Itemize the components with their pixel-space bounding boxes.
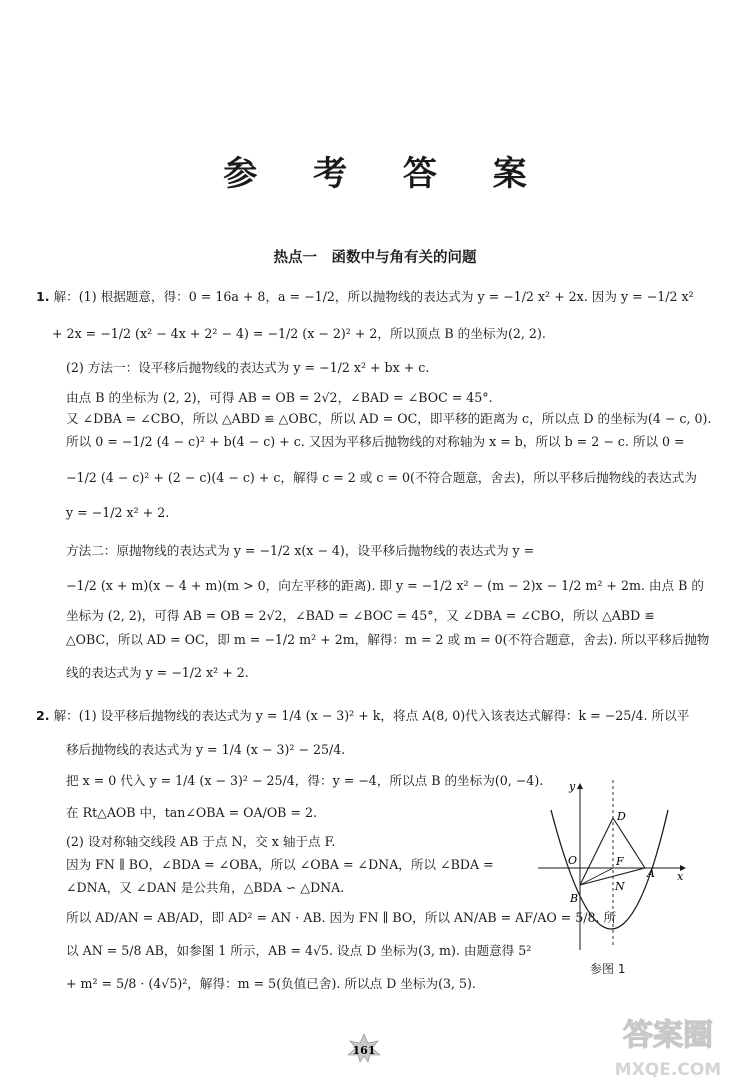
label-x: x	[677, 870, 684, 883]
problem-1-line-2: + 2x = −1/2 (x² − 4x + 2² − 4) = −1/2 (x − 2)² + 2，所以顶点 B 的坐标为(2, 2).	[52, 326, 546, 341]
problem-1-line-8: y = −1/2 x² + 2.	[66, 505, 170, 520]
problem-1-line-5: 又 ∠DBA = ∠CBO，所以 △ABD ≌ △OBC，所以 AD = OC，即平移的距离为 c，所以点 D 的坐标为(4 − c, 0).	[66, 411, 712, 426]
problem-2-text-1: 解：(1) 设平移后抛物线的表达式为 y = 1/4 (x − 3)² + k，将点 A(8, 0)代入该表达式解得：k = −25/4. 所以平	[53, 708, 690, 723]
figure-caption: 参图 1	[590, 962, 626, 976]
problem-2-line-5: (2) 设对称轴交线段 AB 于点 N，交 x 轴于点 F.	[66, 834, 336, 849]
label-f: F	[616, 855, 624, 868]
label-a: A	[647, 867, 655, 880]
problem-1-line-3: (2) 方法一：设平移后抛物线的表达式为 y = −1/2 x² + bx + c.	[66, 360, 430, 375]
problem-2-line-10: + m² = 5/8 · (4√5)²，解得：m = 5(负值已舍). 所以点 D 坐标为(3, 5).	[66, 976, 476, 991]
problem-1-line-12: △OBC，所以 AD = OC，即 m = −1/2 m² + 2m，解得：m = 2 或 m = 0(不符合题意，舍去). 所以平移后抛物	[66, 632, 710, 647]
problem-2-line-4: 在 Rt△AOB 中，tan∠OBA = OA/OB = 2.	[66, 805, 317, 820]
watermark-logo	[590, 1005, 745, 1083]
problem-2-line-9: 以 AN = 5/8 AB，如参图 1 所示，AB = 4√5. 设点 D 坐标为(3, m). 由题意得 5²	[66, 943, 532, 958]
problem-1-line-4: 由点 B 的坐标为 (2, 2)，可得 AB = OB = 2√2，∠BAD = ∠BOC = 45°.	[66, 390, 493, 405]
problem-1-line-9: 方法二：原抛物线的表达式为 y = −1/2 x(x − 4)，设平移后抛物线的表达式为 y =	[66, 543, 535, 558]
problem-2-line-7: ∠DNA，又 ∠DAN 是公共角，△BDA ∽ △DNA.	[66, 880, 345, 895]
page-number-star	[340, 1033, 388, 1063]
problem-2-line-1	[36, 708, 689, 724]
figure-parabola-diagram	[533, 778, 693, 953]
problem-1-line-13: 线的表达式为 y = −1/2 x² + 2.	[66, 665, 249, 680]
segment-bf	[580, 868, 613, 885]
problem-2-line-2: 移后抛物线的表达式为 y = 1/4 (x − 3)² − 25/4.	[66, 742, 346, 757]
problem-1-line-6: 所以 0 = −1/2 (4 − c)² + b(4 − c) + c. 又因为平移后抛物线的对称轴为 x = b，所以 b = 2 − c. 所以 0 =	[66, 434, 685, 449]
problem-2-line-6: 因为 FN ∥ BO，∠BDA = ∠OBA，所以 ∠OBA = ∠DNA，所以 ∠BDA =	[66, 857, 494, 872]
segment-ba	[580, 868, 645, 885]
problem-1-text-1: 解：(1) 根据题意，得：0 = 16a + 8，a = −1/2，所以抛物线的表达式为 y = −1/2 x² + 2x. 因为 y = −1/2 x²	[53, 289, 694, 304]
problem-1-line-11: 坐标为 (2, 2)，可得 AB = OB = 2√2，∠BAD = ∠BOC = 45°，又 ∠DBA = ∠CBO，所以 △ABD ≌	[66, 608, 655, 623]
label-o: O	[568, 854, 578, 867]
label-b: B	[570, 892, 579, 905]
watermark-text-cn: 答案圈	[623, 1018, 713, 1053]
segment-bd	[580, 818, 613, 885]
page-title: 参 考 答 案	[223, 154, 549, 194]
watermark-text-url: MXQE.COM	[614, 1060, 722, 1080]
page-number: 161	[352, 1044, 376, 1057]
problem-1-line-7: −1/2 (4 − c)² + (2 − c)(4 − c) + c，解得 c = 2 或 c = 0(不符合题意，舍去)，所以平移后抛物线的表达式为	[66, 470, 697, 485]
label-y: y	[569, 780, 576, 793]
problem-1-line-10: −1/2 (x + m)(x − 4 + m)(m > 0，向左平移的距离). 即 y = −1/2 x² − (m − 2)x − 1/2 m² + 2m. 由点 B 的	[66, 578, 704, 593]
label-n: N	[615, 880, 625, 893]
problem-1-number: 1.	[36, 289, 50, 304]
label-d: D	[617, 810, 626, 823]
problem-2-number: 2.	[36, 708, 50, 723]
problem-2-line-8: 所以 AD/AN = AB/AD，即 AD² = AN · AB. 因为 FN ∥ BO，所以 AN/AB = AF/AO = 5/8. 所	[66, 910, 617, 925]
problem-2-line-3: 把 x = 0 代入 y = 1/4 (x − 3)² − 25/4，得：y = −4，所以点 B 的坐标为(0, −4).	[66, 773, 544, 788]
problem-1-line-1	[36, 289, 694, 305]
section-title: 热点一 函数中与角有关的问题	[273, 250, 477, 266]
